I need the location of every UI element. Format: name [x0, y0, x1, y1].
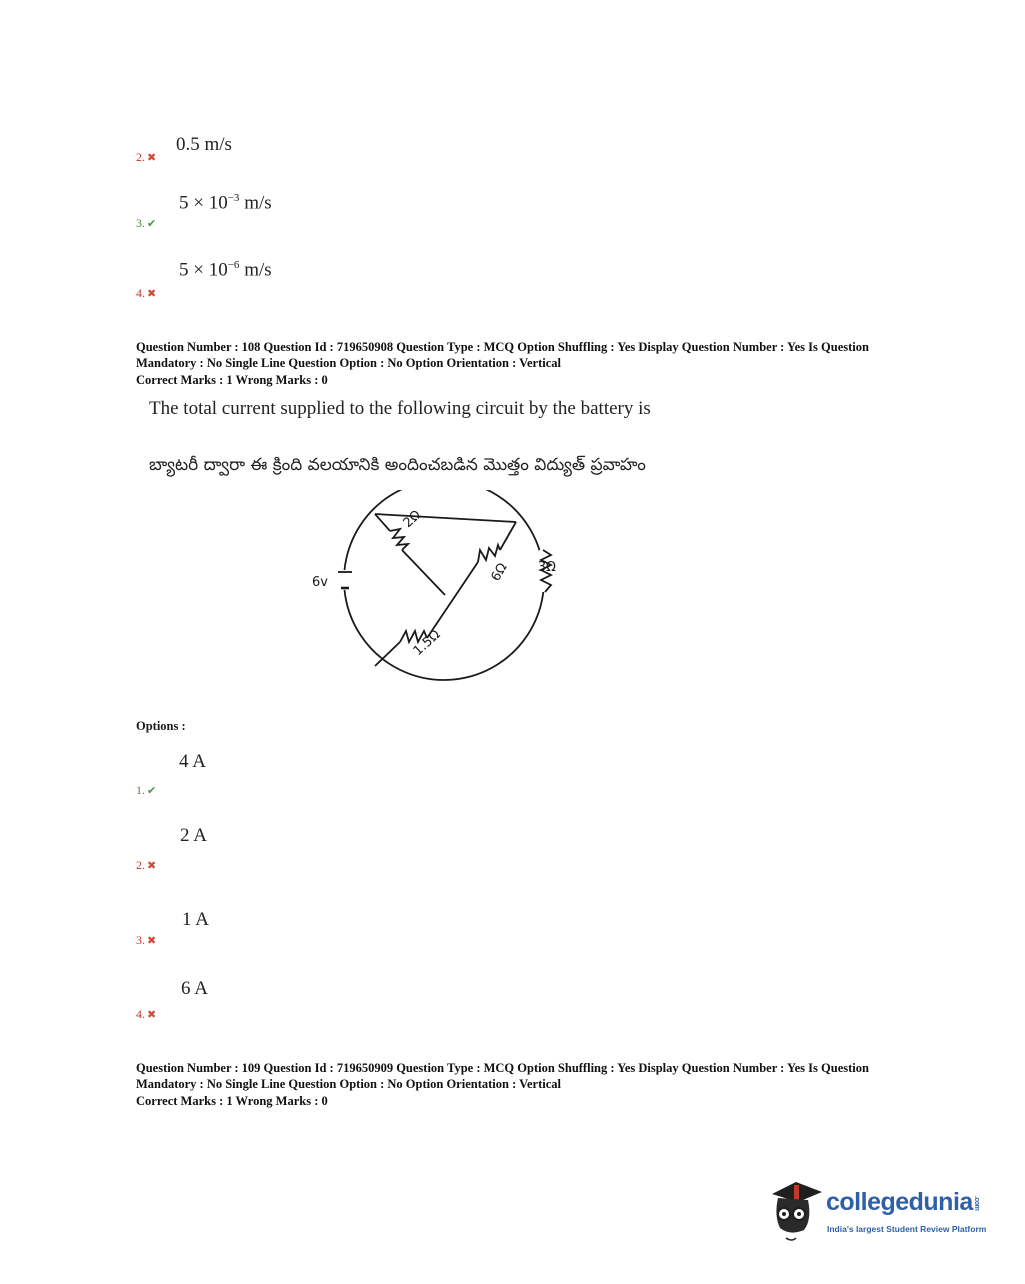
meta-line: Question Number : 109 Question Id : 719650909 Question Type : MCQ Option Shuffling : Yes Display Question Number : Yes Is Question [136, 1061, 869, 1075]
top-wire [375, 514, 516, 522]
resistor-2ohm-label: 2Ω [400, 507, 425, 531]
wire-top-right [500, 522, 516, 550]
option-base: 5 × 10 [179, 259, 228, 281]
question-108-meta [136, 339, 896, 388]
wrong-cross-icon: ✖ [147, 288, 157, 300]
correct-check-icon: ✔ [147, 218, 157, 230]
option-2-marker [136, 148, 156, 166]
battery-label: 6v [312, 575, 328, 590]
option-2-text: 0.5 m/s [176, 134, 232, 155]
circuit-diagram [300, 490, 560, 710]
option-4-marker [136, 284, 156, 302]
resistor-3ohm-label: 3Ω [537, 560, 556, 575]
option-unit: m/s [239, 192, 272, 214]
logo-suffix: .com [972, 1196, 980, 1211]
meta-line: Mandatory : No Single Line Question Option : No Option Orientation : Vertical [136, 1077, 562, 1091]
option-number: 3. [136, 216, 145, 230]
logo-wordmark [826, 1188, 980, 1217]
option-2-marker [136, 856, 156, 874]
option-base: 5 × 10 [179, 192, 228, 214]
option-number: 2. [136, 858, 145, 872]
option-unit: m/s [239, 259, 272, 281]
correct-check-icon: ✔ [147, 785, 157, 797]
resistor-2ohm [390, 529, 408, 550]
wire-2ohm-b [402, 550, 445, 595]
mascot-icon [766, 1176, 826, 1246]
question-stem-english: The total current supplied to the following circuit by the battery is [149, 398, 651, 419]
logo-name: collegedunia [826, 1188, 973, 1216]
resistor-1-5ohm-label: 1.5Ω [410, 627, 444, 659]
option-3-marker [136, 214, 156, 232]
option-exponent: −6 [227, 259, 240, 271]
option-number: 4. [136, 1007, 145, 1021]
meta-line: Correct Marks : 1 Wrong Marks : 0 [136, 373, 328, 387]
option-number: 3. [136, 933, 145, 947]
collegedunia-logo[interactable] [766, 1176, 996, 1246]
wire-diagonal [427, 562, 478, 638]
option-4-marker [136, 1005, 156, 1023]
meta-line: Mandatory : No Single Line Question Option : No Option Orientation : Vertical [136, 356, 562, 370]
option-4-text [179, 259, 272, 281]
resistor-6ohm [478, 545, 500, 562]
options-label: Options : [136, 719, 186, 733]
question-109-meta [136, 1060, 896, 1109]
option-2-text: 2 A [180, 825, 207, 846]
meta-line: Question Number : 108 Question Id : 719650908 Question Type : MCQ Option Shuffling : Yes Display Question Number : Yes Is Question [136, 340, 869, 354]
option-number: 1. [136, 783, 145, 797]
wire-2ohm-a [375, 514, 390, 531]
question-stem-telugu: బ్యాటరీ ద్వారా ఈ క్రింది వలయానికి అందించబడిన మొత్తం విద్యుత్ ప్రవాహం [149, 455, 646, 475]
option-1-text: 4 A [179, 751, 206, 772]
option-number: 2. [136, 150, 145, 164]
meta-line: Correct Marks : 1 Wrong Marks : 0 [136, 1094, 328, 1108]
wrong-cross-icon: ✖ [147, 935, 157, 947]
wrong-cross-icon: ✖ [147, 1009, 157, 1021]
option-number: 4. [136, 286, 145, 300]
option-exponent: −3 [227, 192, 240, 204]
logo-tagline: India's largest Student Review Platform [827, 1224, 987, 1234]
option-4-text: 6 A [181, 978, 208, 999]
option-3-text [179, 192, 272, 214]
wrong-cross-icon: ✖ [147, 152, 157, 164]
wrong-cross-icon: ✖ [147, 860, 157, 872]
option-1-marker [136, 781, 156, 799]
option-3-marker [136, 931, 156, 949]
option-3-text: 1 A [182, 909, 209, 930]
resistor-6ohm-label: 6Ω [488, 560, 511, 584]
